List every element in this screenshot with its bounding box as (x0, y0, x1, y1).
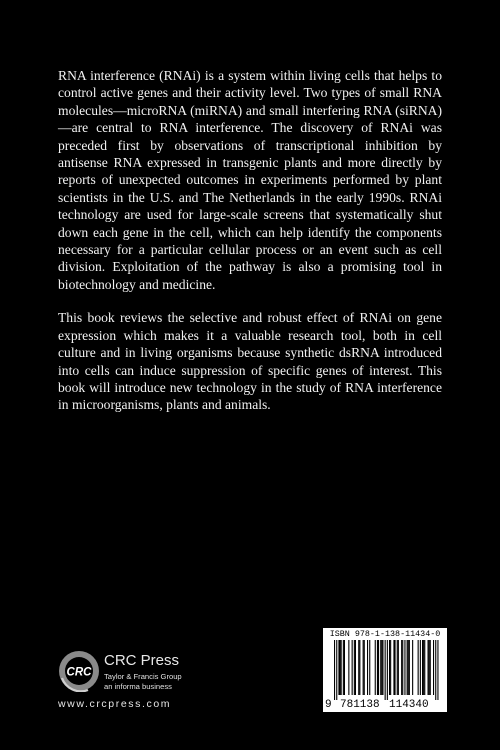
crc-logo-icon (58, 650, 100, 692)
barcode-bar (338, 640, 339, 695)
barcode-bar (433, 640, 434, 695)
barcode-bar (382, 640, 383, 695)
ean-digits-right: 114340 (389, 699, 429, 711)
barcode-bar (397, 640, 398, 695)
barcode-bar (401, 640, 402, 695)
barcode-bar (341, 640, 342, 695)
barcode-bar (393, 640, 394, 695)
crc-logo-text: CRC (66, 666, 92, 679)
barcode-bar (380, 640, 381, 695)
barcode-bar (424, 640, 425, 695)
barcode-bar (377, 640, 378, 695)
barcode-bar (358, 640, 359, 695)
back-cover-blurb (58, 67, 442, 430)
barcode-bar (381, 640, 382, 695)
barcode-bar (359, 640, 360, 695)
barcode-bar (352, 640, 353, 695)
barcode-bar (355, 640, 356, 695)
barcode-bar (378, 640, 379, 695)
barcode-bar (409, 640, 410, 695)
barcode-bar (363, 640, 364, 695)
barcode-bar (407, 640, 408, 695)
isbn-label: ISBN 978-1-138-11434-0 (329, 629, 441, 639)
barcode-bar (343, 640, 344, 695)
publisher-group: Taylor & Francis Group (104, 672, 182, 681)
barcode-bar (390, 640, 391, 695)
barcode-bar (428, 640, 429, 695)
publisher-name: CRC Press (104, 652, 180, 669)
barcode-bar (354, 640, 355, 695)
barcode-bar (395, 640, 396, 695)
barcode-bar (402, 640, 403, 695)
barcode-bar (367, 640, 368, 695)
ean-digit-first: 9 (325, 699, 332, 711)
publisher-block (58, 650, 258, 715)
barcode-bar (435, 640, 436, 700)
barcode-bar (420, 640, 421, 695)
barcode-bar (340, 640, 341, 695)
barcode-bar (430, 640, 431, 695)
barcode-bar (412, 640, 413, 695)
barcode-bar (418, 640, 419, 695)
barcode-bar (364, 640, 365, 695)
barcode-bar (423, 640, 424, 695)
barcode-bar (422, 640, 423, 695)
isbn-barcode (323, 628, 447, 712)
barcode-bar (408, 640, 409, 695)
barcode-bar (404, 640, 405, 695)
barcode-bar (369, 640, 370, 695)
blurb-paragraph-1: RNA interference (RNAi) is a system within living cells that helps to control active genes and their activity level. Two types of small RNA molecules—microRNA (miRNA) and small interfering RNA (siRNA)—are central to RNA interference. The discovery of RNAi was preceded first by observations of transcriptional inhibition by antisense RNA expressed in transgenic plants and more directly by reports of unexpected outcomes in experiments performed by plant scientists in the U.S. and The Netherlands in the early 1990s. RNAi technology are used for large-scale screens that systematically shut down each gene in the cell, which can help identify the components necessary for a particular cellular process or an event such as cell division. Exploitation of the pathway is also a promising tool in biotechnology and medicine. (58, 68, 442, 292)
barcode-bar (385, 640, 386, 700)
barcode-bar (334, 640, 335, 700)
publisher-website: www.crcpress.com (58, 698, 172, 710)
barcode-bar (348, 640, 349, 695)
barcode-bar (429, 640, 430, 695)
barcode-bar (389, 640, 390, 695)
publisher-business: an informa business (104, 682, 172, 691)
blurb-paragraph-2: This book reviews the selective and robust effect of RNAi on gene expression which makes it a valuable research tool, both in cell culture and in living organisms because synthetic dsRNA introduced into cells can induce suppression of specific genes of interest. This book will introduce new technology in the study of RNA interference in microorganisms, plants and animals. (58, 310, 442, 413)
barcode-bar (375, 640, 376, 695)
barcode-bar (344, 640, 345, 695)
barcode-bar (398, 640, 399, 695)
barcode-bar (437, 640, 438, 700)
barcode-bar (387, 640, 388, 700)
barcode-bars (323, 640, 447, 700)
ean-digits-left: 781138 (340, 699, 380, 711)
barcode-bar (336, 640, 337, 700)
